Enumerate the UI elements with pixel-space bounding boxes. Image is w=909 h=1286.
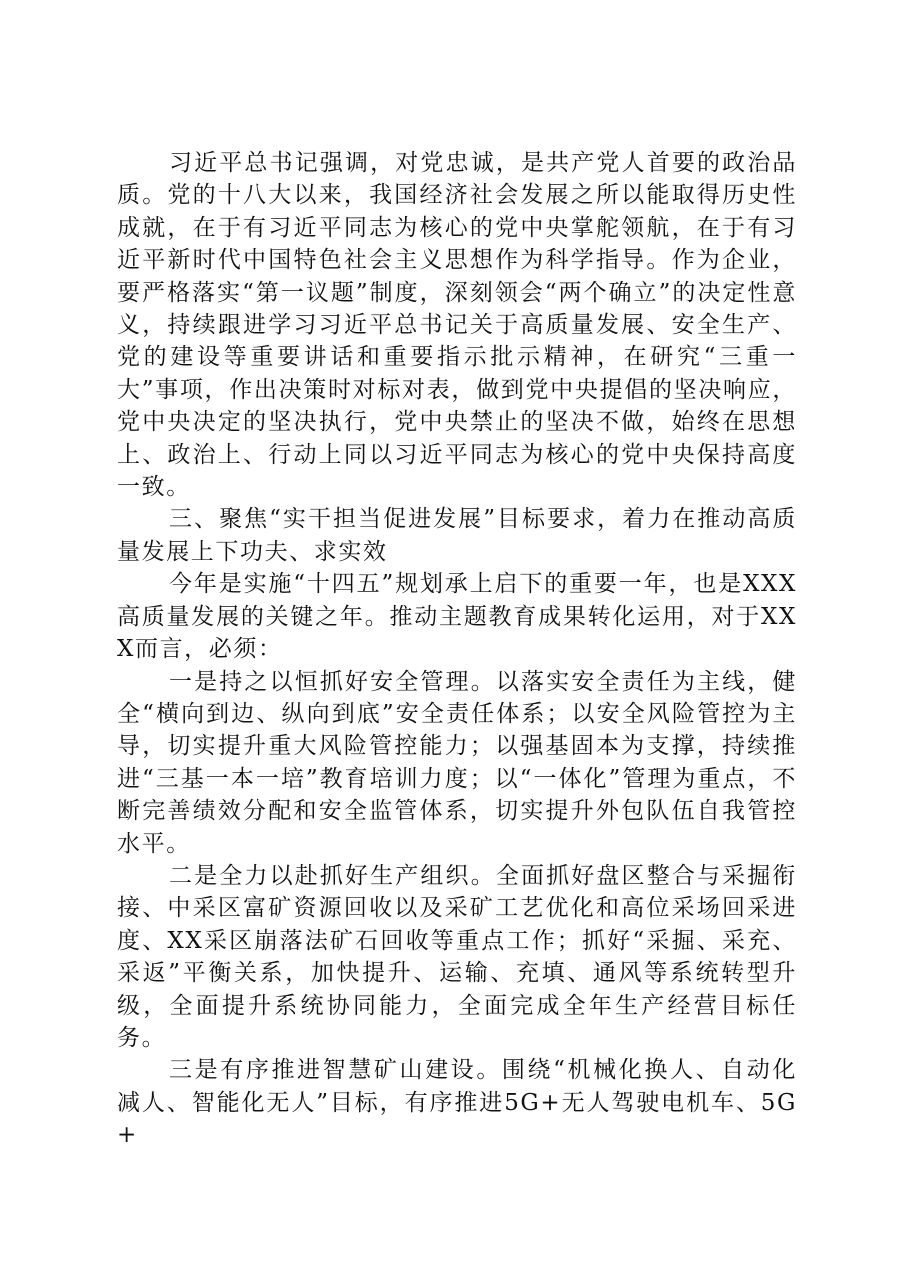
paragraph-smart-mine: 三是有序推进智慧矿山建设。围绕“机械化换人、自动化减人、智能化无人”目标，有序推进5G+无人驾驶电机车、5G+	[117, 1057, 797, 1149]
paragraph-loyalty: 习近平总书记强调，对党忠诚，是共产党人首要的政治品质。党的十八大以来，我国经济社会发展之所以能取得历史性成就，在于有习近平同志为核心的党中央掌舵领航，在于有习近平新时代中国特色社会主义思想作为科学指导。作为企业，要严格落实“第一议题”制度，深刻领会“两个确立”的决定性意义，持续跟进学习习近平总书记关于高质量发展、安全生产、党的建设等重要讲话和重要指示批示精神，在研究“三重一大”事项，作出决策时对标对表，做到党中央提倡的坚决响应，党中央决定的坚决执行，党中央禁止的坚决不做，始终在思想上、政治上、行动上同以习近平同志为核心的党中央保持高度一致。	[117, 150, 797, 501]
paragraph-production-organization: 二是全力以赴抓好生产组织。全面抓好盘区整合与采掘衔接、中采区富矿资源回收以及采矿工艺优化和高位采场回采进度、XX采区崩落法矿石回收等重点工作；抓好“采掘、采充、采返”平衡关系，加快提升、运输、充填、通风等系统转型升级，全面提升系统协同能力，全面完成全年生产经营目标任务。	[117, 862, 797, 1051]
document-body	[117, 147, 797, 1152]
section-heading-three: 三、聚焦“实干担当促进发展”目标要求，着力在推动高质量发展上下功夫、求实效	[117, 506, 797, 565]
paragraph-intro: 今年是实施“十四五”规划承上启下的重要一年，也是XXX高质量发展的关键之年。推动主题教育成果转化运用，对于XXX而言，必须：	[117, 571, 797, 663]
paragraph-safety-management: 一是持之以恒抓好安全管理。以落实安全责任为主线，健全“横向到边、纵向到底”安全责任体系；以安全风险管控为主导，切实提升重大风险管控能力；以强基固本为支撑，持续推进“三基一本一培”教育培训力度；以“一体化”管理为重点，不断完善绩效分配和安全监管体系，切实提升外包队伍自我管控水平。	[117, 668, 797, 857]
